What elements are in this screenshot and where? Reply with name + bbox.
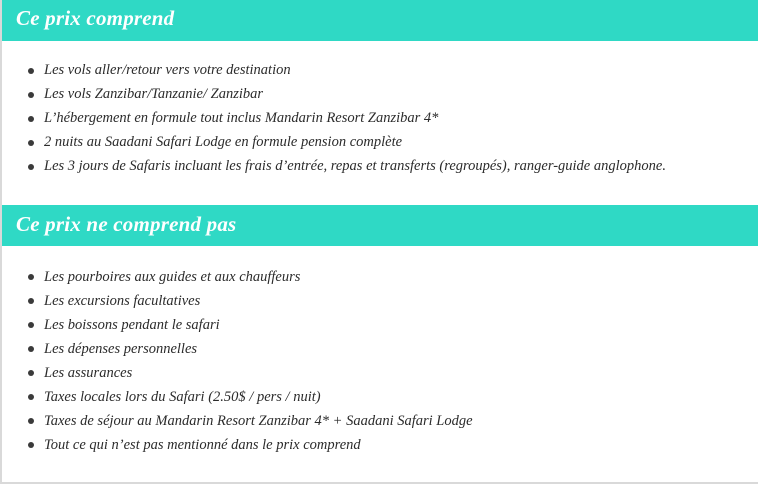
list-item-label: Tout ce qui n’est pas mentionné dans le prix comprend <box>44 436 361 453</box>
list-item <box>2 313 758 337</box>
spacer <box>2 41 758 59</box>
bullet-icon <box>28 442 34 448</box>
bullet-icon <box>28 140 34 146</box>
list-item <box>2 385 758 409</box>
list-item <box>2 337 758 361</box>
section-excluded <box>2 205 758 457</box>
bullet-icon <box>28 92 34 98</box>
list-item <box>2 409 758 433</box>
list-item-label: Les 3 jours de Safaris incluant les frais d’entrée, repas et transferts (regroupés), ranger-guide anglophone. <box>44 158 666 175</box>
list-item-label: Les vols Zanzibar/Tanzanie/ Zanzibar <box>44 86 264 103</box>
list-item-label: Les vols aller/retour vers votre destination <box>44 62 291 79</box>
spacer <box>2 179 758 205</box>
section-title-excluded: Ce prix ne comprend pas <box>2 205 758 246</box>
list-item <box>2 289 758 313</box>
list-item <box>2 155 758 179</box>
bullet-icon <box>28 68 34 74</box>
list-item-label: Les excursions facultatives <box>44 292 201 309</box>
bullet-icon <box>28 394 34 400</box>
list-item-label: Taxes locales lors du Safari (2.50$ / pers / nuit) <box>44 388 321 405</box>
bullet-icon <box>28 370 34 376</box>
list-item <box>2 83 758 107</box>
list-item-label: Les pourboires aux guides et aux chauffeurs <box>44 268 301 285</box>
bullet-icon <box>28 298 34 304</box>
bullet-icon <box>28 322 34 328</box>
list-item-label: Taxes de séjour au Mandarin Resort Zanzibar 4* + Saadani Safari Lodge <box>44 412 473 429</box>
bullet-icon <box>28 274 34 280</box>
list-item <box>2 107 758 131</box>
list-item <box>2 433 758 457</box>
section-title-included: Ce prix comprend <box>2 0 758 41</box>
bullet-icon <box>28 418 34 424</box>
bullet-icon <box>28 346 34 352</box>
list-item-label: 2 nuits au Saadani Safari Lodge en formule pension complète <box>44 134 403 151</box>
included-list <box>2 59 758 179</box>
list-item <box>2 361 758 385</box>
list-item-label: Les dépenses personnelles <box>44 340 198 357</box>
list-item-label: L’hébergement en formule tout inclus Mandarin Resort Zanzibar 4* <box>44 110 439 127</box>
spacer <box>2 246 758 265</box>
list-item <box>2 265 758 289</box>
excluded-list <box>2 265 758 457</box>
bullet-icon <box>28 164 34 170</box>
list-item <box>2 59 758 83</box>
section-included <box>2 0 758 205</box>
list-item-label: Les boissons pendant le safari <box>44 316 220 333</box>
list-item <box>2 131 758 155</box>
bullet-icon <box>28 116 34 122</box>
list-item-label: Les assurances <box>44 364 133 381</box>
